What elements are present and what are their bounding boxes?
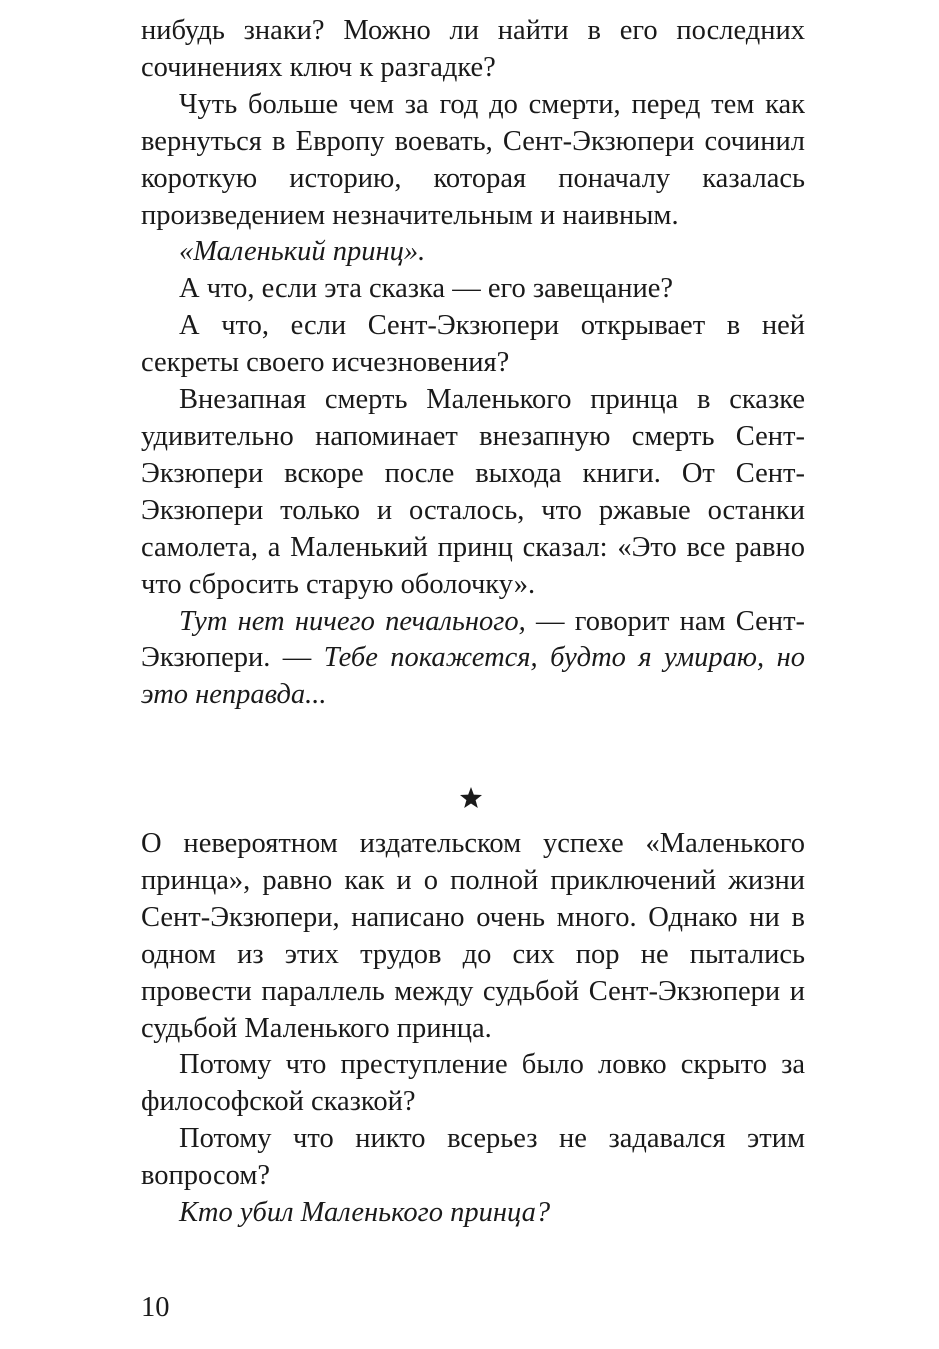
paragraph: Чуть больше чем за год до смерти, перед тем как вернуться в Европу воевать, Сент-Экзюпери сочинил короткую историю, которая поначалу казалась произведением незначительным и наивным. — [141, 88, 805, 231]
text-section-2 — [141, 826, 805, 1232]
text-section-1 — [141, 13, 805, 714]
quote-part-1: Тут нет ничего печального, — [179, 605, 526, 637]
paragraph-continuation: нибудь знаки? Можно ли найти в его последних сочинениях ключ к разгадке? — [141, 15, 805, 83]
closing-question: Кто убил Маленького принца? — [179, 1197, 551, 1229]
page-number: 10 — [141, 1292, 170, 1323]
paragraph: Потому что преступление было ловко скрыто за философской сказкой? — [141, 1049, 805, 1118]
section-divider-star-icon — [458, 785, 484, 811]
paragraph: О невероятном издательском успехе «Маленького принца», равно как и о полной приключений жизни Сент-Экзюпери, написано очень много. Однако ни в одном из этих трудов до сих пор не пытались провести параллель между судьбой Сент-Экзюпери и судьбой Маленького принца. — [141, 828, 805, 1044]
paragraph-quote — [141, 604, 805, 715]
paragraph: Внезапная смерть Маленького принца в сказке удивительно напоминает внезапную смерть Сент-Экзюпери вскоре после выхода книги. От Сент-Экзюпери только и осталось, что ржавые останки самолета, а Маленький принц сказал: «Это все равно что сбросить старую оболочку». — [141, 384, 805, 600]
book-title-line: «Маленький принц». — [179, 236, 426, 268]
quote-attribution: — говорит нам Сент-Экзюпери. — — [141, 605, 806, 674]
quote-part-2: Тебе покажется, будто я умираю, но это неправда... — [141, 642, 805, 711]
paragraph: Потому что никто всерьез не задавался этим вопросом? — [141, 1123, 805, 1192]
paragraph: А что, если эта сказка — его завещание? — [179, 273, 674, 305]
paragraph: А что, если Сент-Экзюпери открывает в ней секреты своего исчезновения? — [141, 310, 805, 379]
